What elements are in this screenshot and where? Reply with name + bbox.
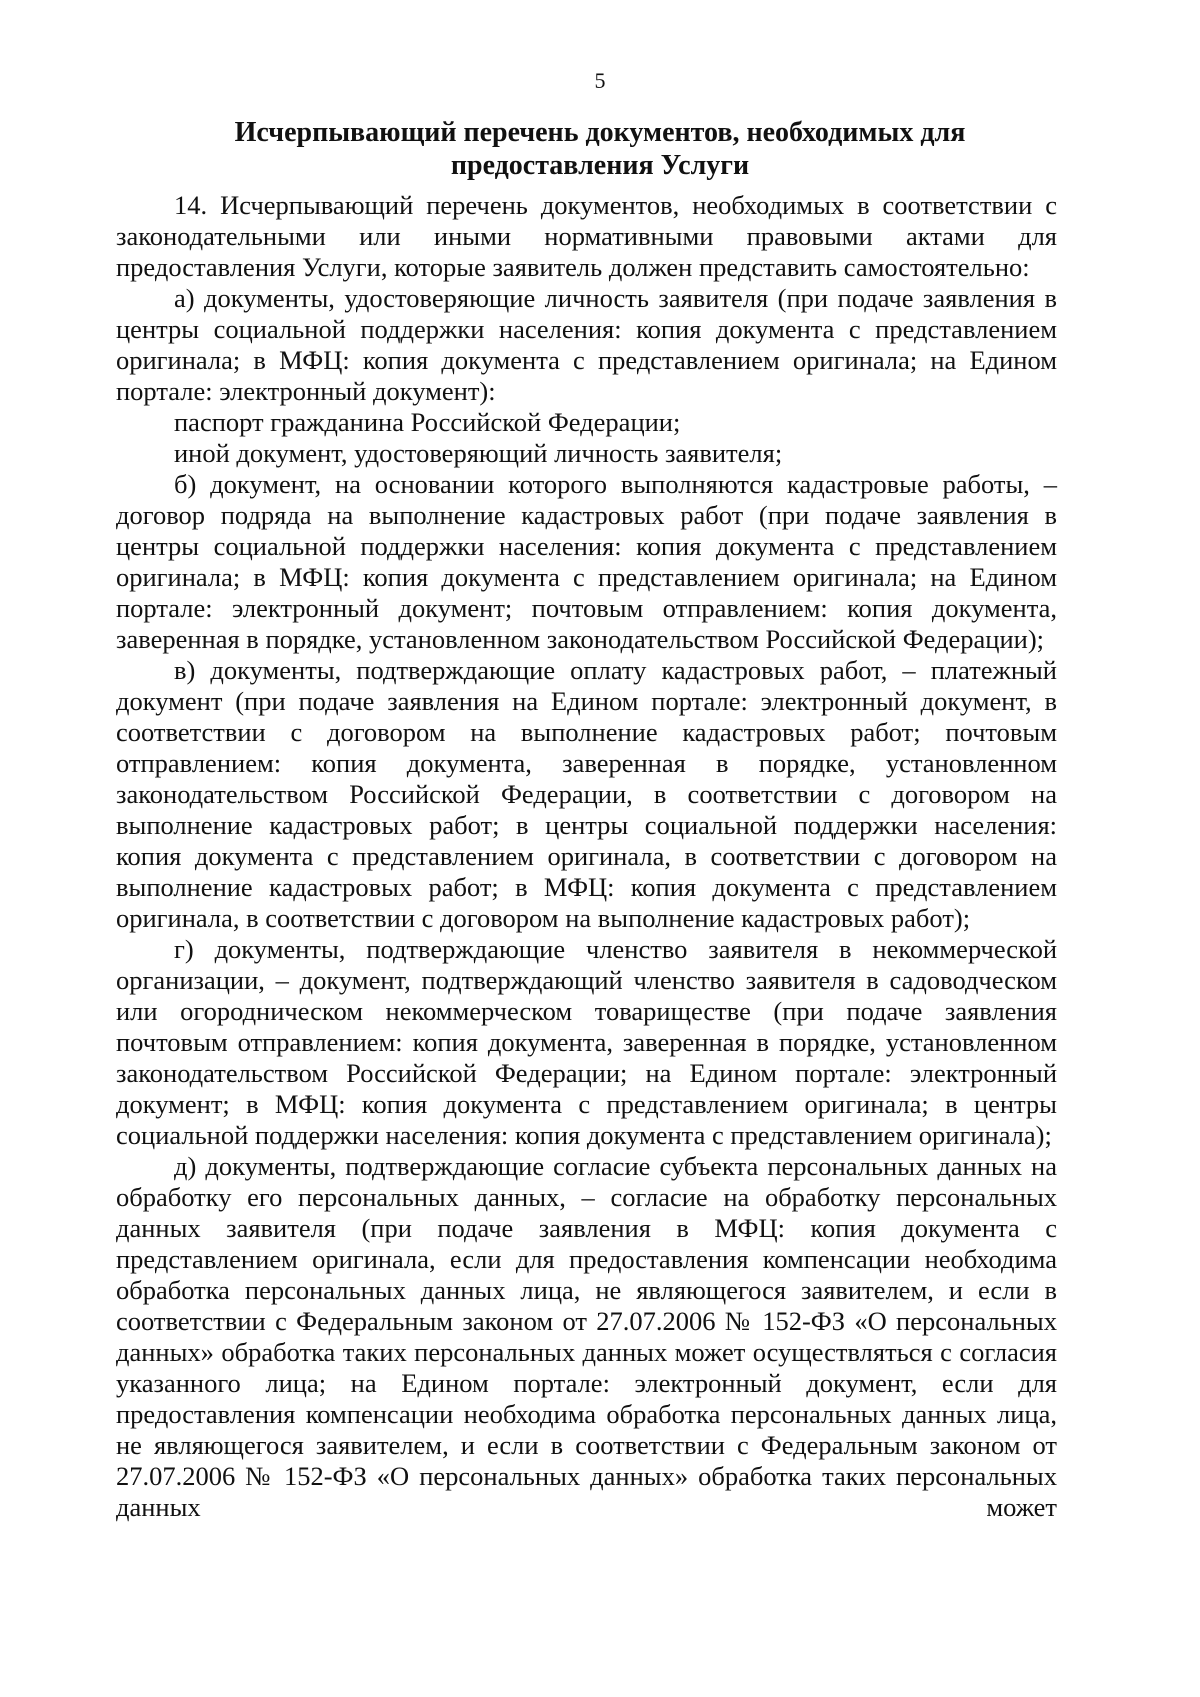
paragraph-g: г) документы, подтверждающие членство заявителя в некоммерческой организации, – документ, подтверждающий членство заявителя в садоводческом или огородническом некоммерческом товариществе (при подаче заявления почтовым отправлением: копия документа, заверенная в порядке, установленном законодательством Российской Федерации; на Едином портале: электронный документ; в МФЦ: копия документа с представлением оригинала; в центры социальной поддержки населения: копия документа с представлением оригинала);: [116, 934, 1057, 1150]
paragraph-other-id: иной документ, удостоверяющий личность заявителя;: [174, 438, 783, 468]
paragraph-d: д) документы, подтверждающие согласие субъекта персональных данных на обработку его персональных данных, – согласие на обработку персональных данных заявителя (при подаче заявления в МФЦ: копия документа с представлением оригинала, если для предоставления компенсации необходима обработка персональных данных лица, не являющегося заявителем, и если в соответствии с Федеральным законом от 27.07.2006 № 152-ФЗ «О персональных данных» обработка таких персональных данных может осуществляться с согласия указанного лица; на Едином портале: электронный документ, если для предоставления компенсации необходима обработка персональных данных лица, не являющегося заявителем, и если в соответствии с Федеральным законом от 27.07.2006 № 152-ФЗ «О персональных данных» обработка таких персональных данных может: [116, 1151, 1057, 1522]
paragraph-14: 14. Исчерпывающий перечень документов, необходимых в соответствии с законодательными или иными нормативными правовыми актами для предоставления Услуги, которые заявитель должен представить самостоятельно:: [116, 190, 1057, 282]
paragraph-v: в) документы, подтверждающие оплату кадастровых работ, – платежный документ (при подаче заявления на Едином портале: электронный документ, в соответствии с договором на выполнение кадастровых работ; почтовым отправлением: копия документа, заверенная в порядке, установленном законодательством Российской Федерации, в соответствии с договором на выполнение кадастровых работ; в центры социальной поддержки населения: копия документа с представлением оригинала, в соответствии с договором на выполнение кадастровых работ; в МФЦ: копия документа с представлением оригинала, в соответствии с договором на выполнение кадастровых работ);: [116, 655, 1057, 933]
paragraph-a: а) документы, удостоверяющие личность заявителя (при подаче заявления в центры социальной поддержки населения: копия документа с представлением оригинала; в МФЦ: копия документа с представлением оригинала; на Едином портале: электронный документ):: [116, 283, 1057, 406]
page-number: 5: [594, 68, 606, 93]
document-body: [116, 190, 1057, 1523]
section-title: Исчерпывающий перечень документов, необходимых для предоставления Услуги: [234, 117, 966, 181]
paragraph-b: б) документ, на основании которого выполняются кадастровые работы, – договор подряда на выполнение кадастровых работ (при подаче заявления в центры социальной поддержки населения: копия документа с представлением оригинала; в МФЦ: копия документа с представлением оригинала; на Едином портале: электронный документ; почтовым отправлением: копия документа, заверенная в порядке, установленном законодательством Российской Федерации);: [116, 469, 1057, 654]
paragraph-passport: паспорт гражданина Российской Федерации;: [174, 407, 681, 437]
